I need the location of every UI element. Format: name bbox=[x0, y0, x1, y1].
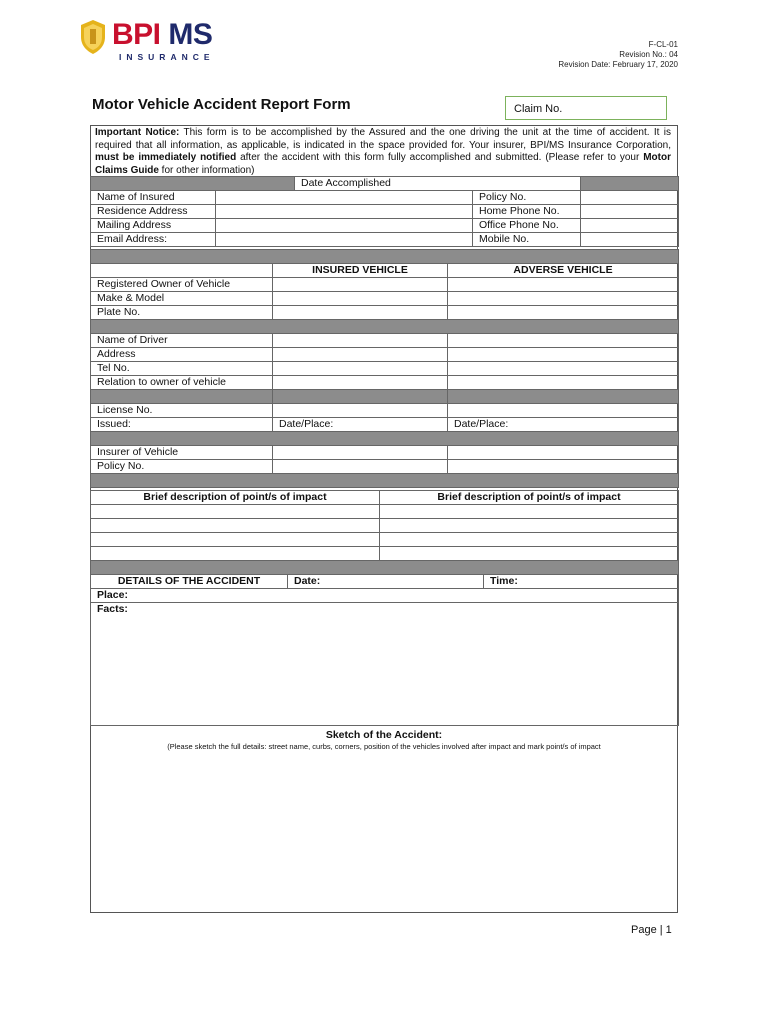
impact-right-line[interactable] bbox=[380, 505, 679, 519]
residence-address-label: Residence Address bbox=[91, 205, 216, 219]
notice-label: Important Notice: bbox=[95, 127, 180, 138]
section-divider bbox=[91, 561, 679, 575]
adverse-relation-input[interactable] bbox=[448, 376, 679, 390]
blank-header-cell bbox=[91, 264, 273, 278]
logo-wordmark: BPI MS bbox=[112, 18, 213, 51]
insured-address-input[interactable] bbox=[273, 348, 448, 362]
vehicle-table bbox=[90, 249, 679, 488]
impact-right-line[interactable] bbox=[380, 533, 679, 547]
insured-owner-input[interactable] bbox=[273, 278, 448, 292]
impact-header-left: Brief description of point/s of impact bbox=[91, 491, 380, 505]
insured-make-input[interactable] bbox=[273, 292, 448, 306]
section-divider bbox=[91, 432, 679, 446]
vehicle-policy-label: Policy No. bbox=[91, 460, 273, 474]
mobile-no-label: Mobile No. bbox=[473, 233, 581, 247]
impact-left-line[interactable] bbox=[91, 519, 380, 533]
sketch-area[interactable] bbox=[91, 755, 677, 912]
policy-no-label: Policy No. bbox=[473, 191, 581, 205]
insured-tel-input[interactable] bbox=[273, 362, 448, 376]
logo-subtext: INSURANCE bbox=[119, 52, 215, 62]
adverse-plate-input[interactable] bbox=[448, 306, 679, 320]
accident-date-field[interactable]: Date: bbox=[288, 575, 484, 589]
notice-text: This form is to be accomplished by the Assured and the one driving the unit at the time of accident. It is required that all information, as applicable, is indicated in the space provided for. Your insurer, BPI/MS Insurance Corporation, bbox=[95, 127, 671, 151]
impact-left-line[interactable] bbox=[91, 547, 380, 561]
adverse-driver-input[interactable] bbox=[448, 334, 679, 348]
adverse-address-input[interactable] bbox=[448, 348, 679, 362]
accident-facts-field[interactable]: Facts: bbox=[91, 603, 679, 726]
mailing-address-input[interactable] bbox=[216, 219, 473, 233]
issued-label: Issued: bbox=[91, 418, 273, 432]
page-number: Page | 1 bbox=[631, 924, 672, 936]
adverse-date-place-field[interactable]: Date/Place: bbox=[448, 418, 679, 432]
mobile-no-input[interactable] bbox=[581, 233, 679, 247]
email-address-input[interactable] bbox=[216, 233, 473, 247]
section-divider bbox=[91, 320, 679, 334]
form-code: F-CL-01 bbox=[648, 40, 678, 49]
insured-vehicle-header: INSURED VEHICLE bbox=[273, 264, 448, 278]
notice-text: for other information) bbox=[158, 164, 255, 176]
adverse-make-input[interactable] bbox=[448, 292, 679, 306]
insurer-label: Insurer of Vehicle bbox=[91, 446, 273, 460]
shaded-cell bbox=[91, 177, 295, 191]
revision-date: Revision Date: February 17, 2020 bbox=[558, 60, 678, 69]
shaded-cell bbox=[581, 177, 679, 191]
sketch-instructions: (Please sketch the full details: street name, curbs, corners, position of the vehicles involved after impact and mark point/s of impact bbox=[167, 742, 601, 751]
impact-left-line[interactable] bbox=[91, 533, 380, 547]
impact-table bbox=[90, 490, 679, 575]
make-model-label: Make & Model bbox=[91, 292, 273, 306]
notice-emphasis: must be immediately notified bbox=[95, 152, 237, 164]
notice-text: after the accident with this form fully accomplished and submitted. (Please refer to your bbox=[236, 152, 644, 164]
adverse-tel-input[interactable] bbox=[448, 362, 679, 376]
accident-time-field[interactable]: Time: bbox=[484, 575, 679, 589]
plate-no-label: Plate No. bbox=[91, 306, 273, 320]
registered-owner-label: Registered Owner of Vehicle bbox=[91, 278, 273, 292]
insured-insurer-input[interactable] bbox=[273, 446, 448, 460]
revision-number: Revision No.: 04 bbox=[619, 50, 678, 59]
adverse-vehicle-header: ADVERSE VEHICLE bbox=[448, 264, 679, 278]
impact-right-line[interactable] bbox=[380, 547, 679, 561]
section-divider bbox=[91, 250, 679, 264]
mailing-address-label: Mailing Address bbox=[91, 219, 216, 233]
claim-number-field[interactable]: Claim No. bbox=[505, 96, 667, 120]
adverse-policy-input[interactable] bbox=[448, 460, 679, 474]
name-of-insured-label: Name of Insured bbox=[91, 191, 216, 205]
impact-header-right: Brief description of point/s of impact bbox=[380, 491, 679, 505]
company-logo bbox=[78, 16, 258, 66]
sketch-title: Sketch of the Accident: bbox=[325, 729, 443, 741]
insured-date-place-field[interactable]: Date/Place: bbox=[273, 418, 448, 432]
impact-right-line[interactable] bbox=[380, 519, 679, 533]
relation-label: Relation to owner of vehicle bbox=[91, 376, 273, 390]
insured-info-table bbox=[90, 176, 679, 255]
section-divider bbox=[448, 390, 679, 404]
driver-name-label: Name of Driver bbox=[91, 334, 273, 348]
license-no-label: License No. bbox=[91, 404, 273, 418]
office-phone-label: Office Phone No. bbox=[473, 219, 581, 233]
section-divider bbox=[91, 390, 273, 404]
document-info bbox=[558, 40, 678, 70]
insured-relation-input[interactable] bbox=[273, 376, 448, 390]
insured-license-input[interactable] bbox=[273, 404, 448, 418]
impact-left-line[interactable] bbox=[91, 505, 380, 519]
important-notice bbox=[95, 127, 671, 177]
adverse-owner-input[interactable] bbox=[448, 278, 679, 292]
adverse-insurer-input[interactable] bbox=[448, 446, 679, 460]
page-title: Motor Vehicle Accident Report Form bbox=[92, 96, 351, 113]
home-phone-label: Home Phone No. bbox=[473, 205, 581, 219]
insured-policy-input[interactable] bbox=[273, 460, 448, 474]
office-phone-input[interactable] bbox=[581, 219, 679, 233]
insured-plate-input[interactable] bbox=[273, 306, 448, 320]
insured-driver-input[interactable] bbox=[273, 334, 448, 348]
email-address-label: Email Address: bbox=[91, 233, 216, 247]
crest-icon bbox=[78, 19, 108, 55]
tel-no-label: Tel No. bbox=[91, 362, 273, 376]
address-label: Address bbox=[91, 348, 273, 362]
details-of-accident-header: DETAILS OF THE ACCIDENT bbox=[91, 575, 288, 589]
date-accomplished-label: Date Accomplished bbox=[295, 177, 581, 191]
policy-no-input[interactable] bbox=[581, 191, 679, 205]
accident-details-table bbox=[90, 574, 679, 726]
residence-address-input[interactable] bbox=[216, 205, 473, 219]
section-divider bbox=[273, 390, 448, 404]
accident-place-field[interactable]: Place: bbox=[91, 589, 679, 603]
section-divider bbox=[91, 474, 679, 488]
adverse-license-input[interactable] bbox=[448, 404, 679, 418]
notice-emphasis: Motor Claims Guide bbox=[95, 152, 671, 176]
home-phone-input[interactable] bbox=[581, 205, 679, 219]
name-of-insured-input[interactable] bbox=[216, 191, 473, 205]
